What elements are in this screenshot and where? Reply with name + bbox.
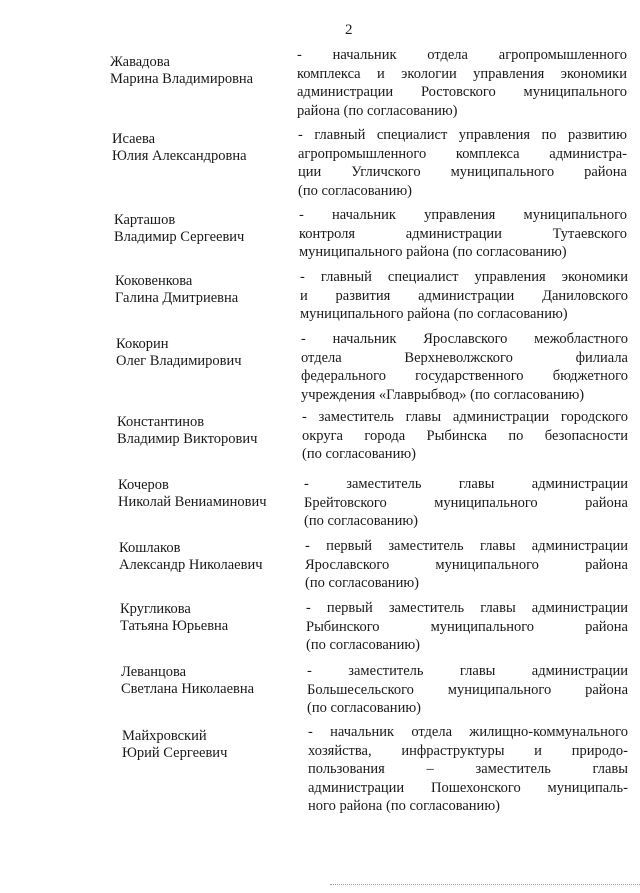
position-line: - начальник отдела агропромышленного [297,47,627,63]
position-line: муниципального района (по согласованию) [300,306,568,322]
member-surname: Константинов [117,414,205,430]
member-given-names: Галина Дмитриевна [115,290,239,306]
member-surname: Кочеров [118,477,169,493]
position-line: хозяйства, инфраструктуры и природо- [308,742,628,759]
member-position [298,126,627,200]
position-line: (по согласованию) [298,182,412,199]
position-line: (по согласованию) [302,446,416,462]
member-position [308,723,628,816]
member-name [110,54,253,88]
member-given-names: Юлия Александровна [112,148,247,164]
position-line: комплекса и экологии управления экономики [297,65,627,82]
position-line: (по согласованию) [304,513,418,529]
position-line: - первый заместитель главы администрации [305,538,628,554]
member-position [306,599,628,655]
position-line: Большесельского муниципального района [307,681,628,698]
position-line: - заместитель главы администрации городского [302,409,628,425]
member-surname: Майхровский [122,728,207,744]
position-line: учреждения «Главрыбвод» (по согласованию) [301,386,585,403]
member-name [112,131,247,165]
position-line: (по согласованию) [307,700,421,716]
page-number: 2 [345,22,353,38]
member-surname: Кругликова [120,601,191,617]
member-surname: Карташов [114,212,176,228]
member-surname: Коковенкова [115,273,193,289]
position-line: - начальник отдела жилищно-коммунального [308,724,628,740]
member-name [121,664,254,698]
member-name [118,477,267,511]
member-given-names: Татьяна Юрьевна [120,618,229,634]
member-surname: Исаева [112,131,156,147]
position-line: ции Угличского муниципального района [298,164,627,180]
position-line: Брейтовского муниципального района [304,494,628,511]
scan-edge-artifact [330,884,640,887]
position-line: администрации Пошехонского муниципаль- [308,779,628,796]
member-position [307,662,628,718]
member-name [120,601,228,635]
member-name [114,212,244,246]
member-given-names: Марина Владимировна [110,71,254,87]
position-line: - начальник Ярославского межобластного [301,331,628,347]
member-position [300,268,628,324]
position-line: и развития администрации Даниловского [300,287,628,304]
member-given-names: Юрий Сергеевич [122,745,228,761]
member-name [117,414,257,448]
position-line: - заместитель главы администрации [304,476,628,492]
position-line: отдела Верхневолжского филиала [301,349,628,366]
member-position [305,537,628,593]
member-position [302,408,628,464]
member-surname: Леванцова [121,664,187,680]
position-line: пользования – заместитель главы [308,761,628,777]
position-line: ного района (по согласованию) [308,798,500,814]
member-name [115,273,238,307]
position-line: - главный специалист управления экономики [300,269,628,285]
member-surname: Жавадова [110,54,170,70]
member-given-names: Владимир Викторович [117,431,258,447]
position-line: (по согласованию) [306,637,420,653]
position-line: - первый заместитель главы администрации [306,600,628,616]
position-line: муниципального района (по согласованию) [299,244,567,260]
member-name [122,728,227,762]
member-given-names: Николай Вениаминович [118,494,267,510]
member-given-names: Владимир Сергеевич [114,229,245,245]
position-line: района (по согласованию) [297,102,458,119]
member-surname: Кошлаков [119,540,181,556]
member-given-names: Светлана Николаевна [121,681,255,697]
position-line: Ярославского муниципального района [305,556,628,573]
member-surname: Кокорин [116,336,169,352]
position-line: администрации Ростовского муниципального [297,84,627,100]
position-line: - начальник управления муниципального [299,207,627,223]
member-position [301,330,628,404]
position-line: округа города Рыбинска по безопасности [302,427,628,444]
member-position [299,206,627,262]
position-line: - главный специалист управления по развитию [298,127,627,143]
member-position [304,475,628,531]
member-name [116,336,242,370]
position-line: агропромышленного комплекса администра- [298,145,627,162]
position-line: Рыбинского муниципального района [306,618,628,635]
position-line: (по согласованию) [305,575,419,591]
member-position [297,46,627,120]
position-line: контроля администрации Тутаевского [299,225,627,242]
member-given-names: Александр Николаевич [119,557,263,573]
position-line: - заместитель главы администрации [307,663,628,679]
member-given-names: Олег Владимирович [116,353,242,369]
member-name [119,540,263,574]
position-line: федерального государственного бюджетного [301,368,628,384]
